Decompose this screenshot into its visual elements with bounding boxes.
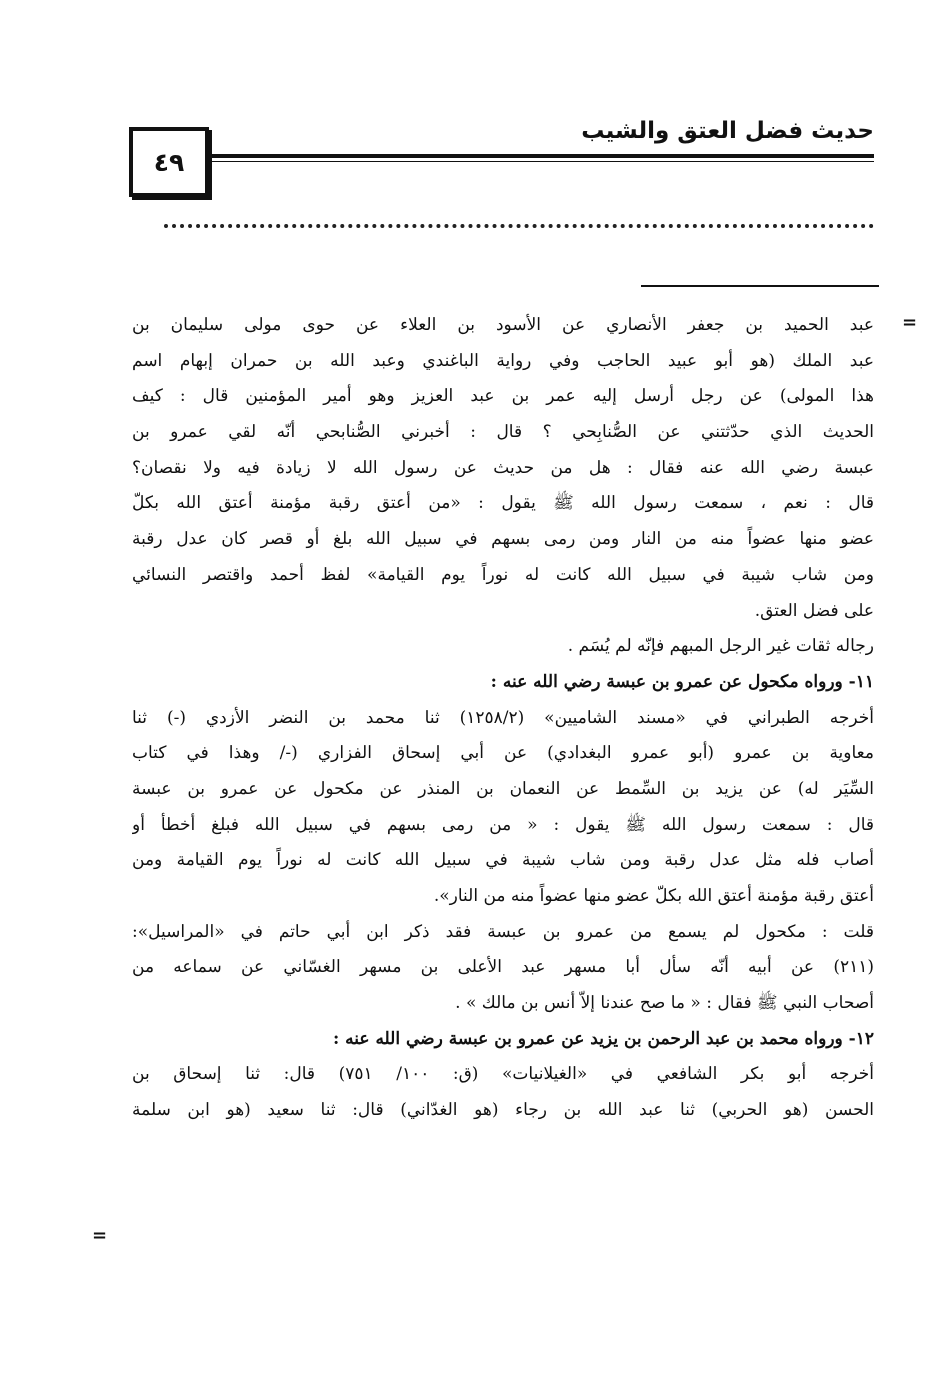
text-line: قال : سمعت رسول الله ﷺ يقول : « من رمى بسهم في سبيل الله فبلغ أخطأ أو xyxy=(132,814,874,835)
section-heading-12: ١٢- ورواه محمد بن عبد الرحمن بن يزيد عن عمرو بن عبسة رضي الله عنه : xyxy=(332,1028,874,1049)
text-line: على فضل العتق. xyxy=(754,600,874,621)
footnote-rule xyxy=(641,285,879,287)
text-line: عبد الحميد بن جعفر الأنصاري عن الأسود بن العلاء عن حوى مولى سليمان بن xyxy=(132,315,874,335)
text-line: ومن شاب شيبة في سبيل الله كانت له نوراً يوم القيامة» لفظ أحمد واقتصر النسائي xyxy=(132,564,874,585)
text-line: (٢١١) عن أبيه أنّه سأل أبا مسهر عبد الأعلى بن مسهر الغسّاني عن سماعه من xyxy=(132,957,874,978)
footnote-text xyxy=(132,308,874,1129)
text-line: أصحاب النبي ﷺ فقال : « ما صح عندنا إلاّ أنس بن مالك » . xyxy=(455,993,874,1014)
text-line: أخرجه الطبراني في «مسند الشاميين» (١٢٥٨/٢) ثنا محمد بن النضر الأزدي (-) ثنا xyxy=(132,707,874,728)
text-line: أصاب فله مثل عدل رقبة ومن شاب شيبة في سبيل الله كانت له نوراً يوم القيامة ومن xyxy=(132,850,874,871)
page-number: ٤٩ xyxy=(153,147,185,177)
text-line: الحسن (هو الحربي) ثنا عبد الله بن رجاء (هو الغدّاني) قال: ثنا سعيد (هو ابن سلمة xyxy=(132,1100,874,1121)
dotted-separator xyxy=(164,224,874,228)
section-heading-11: ١١- ورواه مكحول عن عمرو بن عبسة رضي الله عنه : xyxy=(490,671,874,692)
text-line: الحديث الذي حدّثتني عن الصُّنابِحي ؟ قال : أخبرني الصُّنابحي أنّه لقي عمرو بن xyxy=(132,422,874,443)
text-line: عضو منها عضواً منه من النار ومن رمى بسهم في سبيل الله بلغ أو قصر كان عدل رقبة xyxy=(132,529,874,550)
text-line: السِّيَر له) عن يزيد بن السِّمط عن النعمان بن المنذر عن مكحول عن عمرو بن عبسة xyxy=(132,778,874,799)
text-line: أعتق رقبة مؤمنة أعتق الله بكلّ عضو منها عضواً منه من النار». xyxy=(433,886,874,906)
header-rule-thick xyxy=(207,154,874,158)
continuation-mark-bottom: = xyxy=(92,1225,108,1246)
text-line: معاوية بن عمرو (أبو عمرو البغدادي) عن أبي إسحاق الفزاري (-/ وهذا في كتاب xyxy=(132,743,874,764)
text-line: قلت : مكحول لم يسمع من عمرو بن عبسة فقد ذكر ابن أبي حاتم في «المراسيل»: xyxy=(132,921,874,942)
text-line: عبسة رضي الله عنه فقال : هل من حديث عن رسول الله لا زيادة فيه ولا نقصان؟ xyxy=(132,457,874,478)
header-rule-thin xyxy=(207,161,874,162)
text-line: هذا المولى) عن رجل أرسل إليه عمر بن عبد العزيز وهو أمير المؤمنين قال : كيف xyxy=(132,386,874,407)
text-line: قال : نعم ، سمعت رسول الله ﷺ يقول : «من أعتق رقبة مؤمنة أعتق الله بكلّ xyxy=(132,493,874,514)
text-line: رجاله ثقات غير الرجل المبهم فإنّه لم يُسَم . xyxy=(567,636,874,657)
text-line: أخرجه أبو بكر الشافعي في «الغيلانيات» (ق: ١٠٠/ ٧٥١) قال: ثنا إسحاق بن xyxy=(132,1064,874,1085)
page-number-box xyxy=(129,127,209,197)
text-line: عبد الملك (هو أبو عبيد الحاجب وفي رواية الباغندي وعبد الله بن حمران إبهام اسم xyxy=(132,350,874,371)
running-title: حديث فضل العتق والشيب xyxy=(581,118,874,144)
continuation-mark-top: = xyxy=(902,312,918,333)
